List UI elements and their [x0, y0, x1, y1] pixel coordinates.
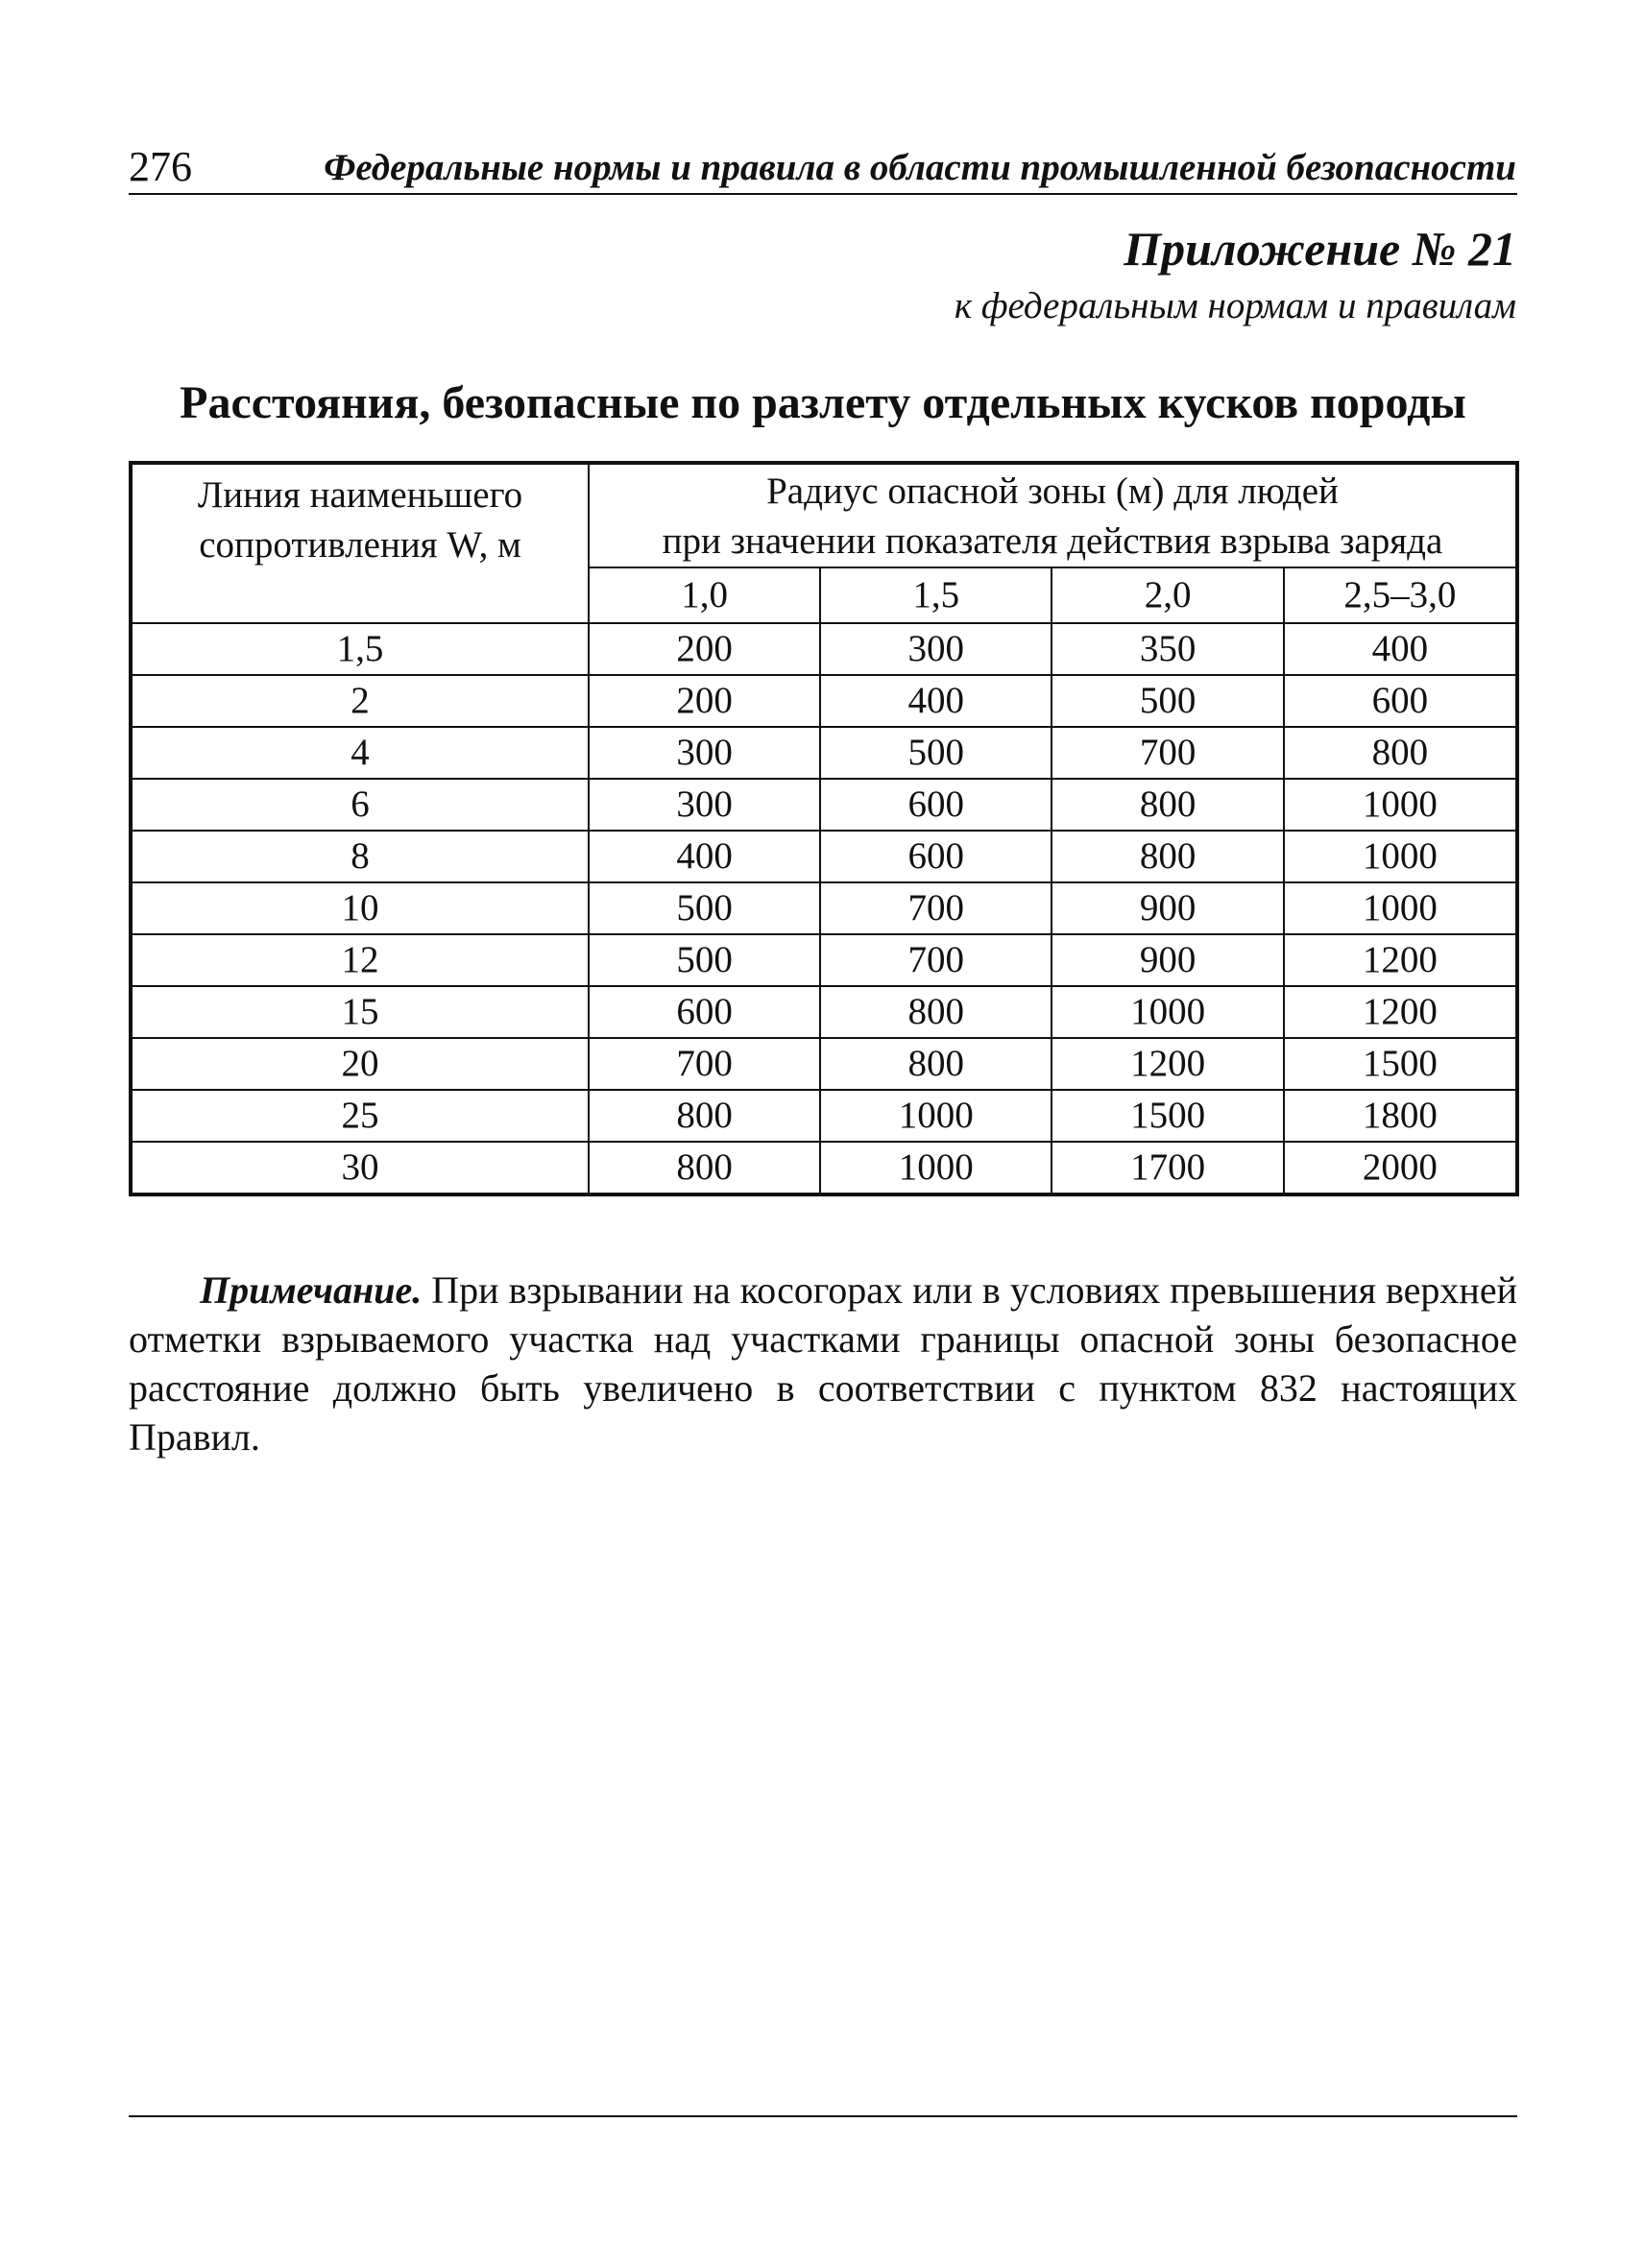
radius-value-cell: 700 [820, 882, 1052, 934]
radius-value-cell: 1200 [1284, 934, 1517, 986]
table-row [131, 831, 1517, 882]
header-line: сопротивления W, м [199, 524, 521, 566]
radius-value-cell: 500 [589, 882, 820, 934]
radius-value-cell: 600 [820, 779, 1052, 831]
table-row [131, 779, 1517, 831]
footer-rule [129, 2115, 1517, 2117]
w-value-cell: 2 [131, 675, 589, 727]
radius-value-cell: 900 [1052, 934, 1283, 986]
radius-value-cell: 300 [589, 727, 820, 779]
radius-value-cell: 800 [820, 986, 1052, 1038]
header-line: Радиус опасной зоны (м) для людей [766, 470, 1339, 512]
subheader-cell: 1,5 [820, 567, 1052, 623]
radius-value-cell: 500 [589, 934, 820, 986]
radius-value-cell: 700 [820, 934, 1052, 986]
w-value-cell: 15 [131, 986, 589, 1038]
radius-value-cell: 600 [589, 986, 820, 1038]
w-value-cell: 6 [131, 779, 589, 831]
header-line: Линия наименьшего [197, 474, 523, 516]
radius-value-cell: 1000 [820, 1090, 1052, 1142]
table-row [131, 623, 1517, 675]
radius-value-cell: 200 [589, 675, 820, 727]
radius-value-cell: 300 [820, 623, 1052, 675]
table-row [131, 1038, 1517, 1090]
w-value-cell: 8 [131, 831, 589, 882]
header-line: при значении показателя действия взрыва заряда [662, 520, 1443, 562]
header-rule [129, 193, 1517, 195]
radius-value-cell: 800 [1052, 831, 1283, 882]
radius-value-cell: 1000 [820, 1142, 1052, 1194]
radius-value-cell: 600 [820, 831, 1052, 882]
page-number: 276 [129, 143, 192, 190]
radius-value-cell: 600 [1284, 675, 1517, 727]
table-row [131, 1142, 1517, 1194]
table-row [131, 1090, 1517, 1142]
safe-distance-table [129, 461, 1519, 1196]
radius-value-cell: 500 [1052, 675, 1283, 727]
radius-value-cell: 1700 [1052, 1142, 1283, 1194]
table-row [131, 882, 1517, 934]
table-row [131, 986, 1517, 1038]
subheader-cell: 2,0 [1052, 567, 1283, 623]
radius-value-cell: 1000 [1284, 779, 1517, 831]
radius-value-cell: 1200 [1052, 1038, 1283, 1090]
radius-value-cell: 800 [820, 1038, 1052, 1090]
radius-value-cell: 800 [589, 1142, 820, 1194]
radius-value-cell: 500 [820, 727, 1052, 779]
table-row [131, 675, 1517, 727]
w-value-cell: 25 [131, 1090, 589, 1142]
radius-value-cell: 1000 [1284, 882, 1517, 934]
running-title: Федеральные нормы и правила в области промышленной безопасности [324, 147, 1516, 188]
radius-value-cell: 400 [589, 831, 820, 882]
table-row [131, 934, 1517, 986]
radius-value-cell: 800 [1052, 779, 1283, 831]
radius-value-cell: 200 [589, 623, 820, 675]
w-value-cell: 4 [131, 727, 589, 779]
radius-value-cell: 1500 [1284, 1038, 1517, 1090]
radius-value-cell: 2000 [1284, 1142, 1517, 1194]
radius-value-cell: 800 [589, 1090, 820, 1142]
radius-value-cell: 400 [1284, 623, 1517, 675]
radius-value-cell: 1000 [1284, 831, 1517, 882]
note-paragraph [129, 1266, 1517, 1461]
radius-value-cell: 1200 [1284, 986, 1517, 1038]
radius-value-cell: 1500 [1052, 1090, 1283, 1142]
appendix-title: Приложение № 21 [1124, 222, 1516, 276]
w-value-cell: 10 [131, 882, 589, 934]
radius-value-cell: 700 [1052, 727, 1283, 779]
radius-value-cell: 300 [589, 779, 820, 831]
radius-value-cell: 1800 [1284, 1090, 1517, 1142]
w-value-cell: 1,5 [131, 623, 589, 675]
table-row [131, 727, 1517, 779]
w-value-cell: 20 [131, 1038, 589, 1090]
w-value-cell: 12 [131, 934, 589, 986]
note-text: При взрывании на косогорах или в условиях превышения верхней отметки взрываемого участка над участками границы опасной зоны безопасное расстояние должно быть увеличено в соответствии с пунктом 832 настоящих Правил. [129, 1268, 1518, 1459]
radius-value-cell: 700 [589, 1038, 820, 1090]
appendix-subtitle: к федеральным нормам и правилам [954, 285, 1516, 326]
header-cell-w-line [131, 463, 589, 623]
w-value-cell: 30 [131, 1142, 589, 1194]
subheader-cell: 2,5–3,0 [1284, 567, 1517, 623]
radius-value-cell: 800 [1284, 727, 1517, 779]
subheader-cell: 1,0 [589, 567, 820, 623]
radius-value-cell: 1000 [1052, 986, 1283, 1038]
header-cell-radius [589, 463, 1517, 567]
note-label: Примечание. [200, 1268, 423, 1312]
table-header-row [131, 463, 1517, 567]
table-title: Расстояния, безопасные по разлету отдельных кусков породы [180, 377, 1466, 428]
radius-value-cell: 350 [1052, 623, 1283, 675]
radius-value-cell: 900 [1052, 882, 1283, 934]
radius-value-cell: 400 [820, 675, 1052, 727]
